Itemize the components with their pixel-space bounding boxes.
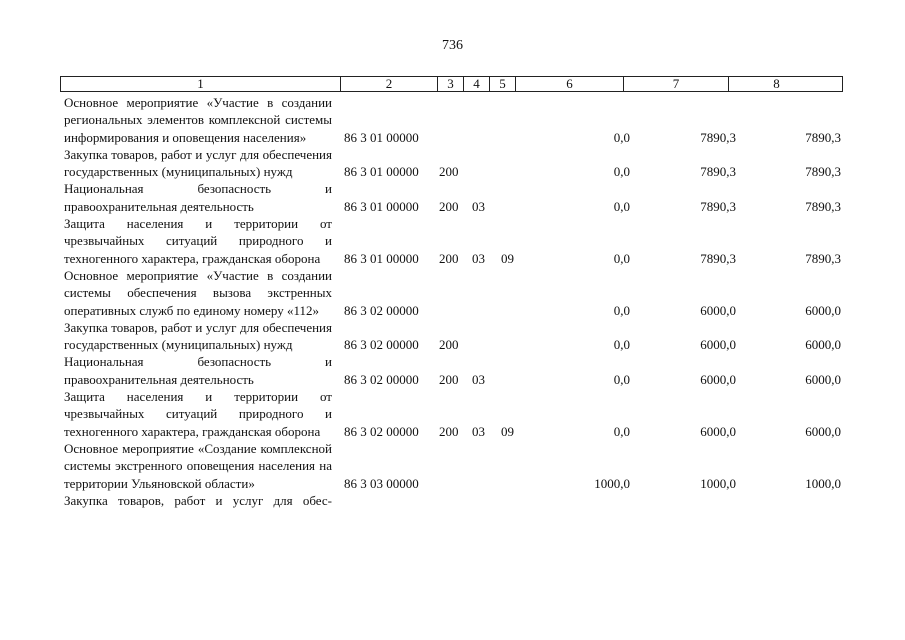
row-value-col7: 7890,3 [700, 129, 736, 145]
row-code: 86 3 01 00000 [344, 129, 419, 145]
row-description: Национальная безопасность и правоохранительная деятельность [64, 181, 332, 214]
table-row [64, 353, 854, 388]
table-row [64, 440, 854, 492]
table-row-partial [64, 492, 854, 509]
column-header-3: 3 [438, 77, 464, 91]
row-section: 03 [472, 199, 485, 215]
row-value-col8: 7890,3 [805, 164, 841, 180]
row-value-col8: 7890,3 [805, 250, 841, 266]
column-header-4: 4 [464, 77, 490, 91]
table-row [64, 319, 854, 354]
column-header-1: 1 [61, 77, 341, 91]
row-value-col6: 0,0 [613, 372, 630, 388]
row-value-col7: 7890,3 [700, 164, 736, 180]
row-expense-type: 200 [439, 250, 459, 266]
row-description: Закупка товаров, работ и услуг для обес- [64, 492, 332, 508]
row-expense-type: 200 [439, 199, 459, 215]
row-value-col6: 0,0 [613, 302, 630, 318]
table-row [64, 146, 854, 181]
row-value-col7: 7890,3 [700, 199, 736, 215]
row-section: 03 [472, 372, 485, 388]
row-description: Защита населения и территории от чрезвычайных ситуаций природного и техногенного характера, гражданская оборона [64, 216, 332, 266]
row-value-col7: 6000,0 [700, 302, 736, 318]
table-row [64, 388, 854, 440]
row-section: 03 [472, 423, 485, 439]
row-value-col8: 6000,0 [805, 302, 841, 318]
row-code: 86 3 02 00000 [344, 423, 419, 439]
row-code: 86 3 03 00000 [344, 475, 419, 491]
column-header-8: 8 [773, 76, 780, 91]
row-value-col8: 6000,0 [805, 423, 841, 439]
row-value-col7: 6000,0 [700, 337, 736, 353]
row-value-col6: 0,0 [613, 199, 630, 215]
table-body [64, 94, 854, 509]
column-header-7: 7 [624, 77, 729, 91]
row-value-col6: 0,0 [613, 129, 630, 145]
row-value-col8: 7890,3 [805, 199, 841, 215]
row-value-col8: 7890,3 [805, 129, 841, 145]
row-value-col6: 1000,0 [594, 475, 630, 491]
row-description: Закупка товаров, работ и услуг для обеспечения государственных (муниципальных) нужд [64, 146, 332, 180]
table-row [64, 180, 854, 215]
row-value-col7: 1000,0 [700, 475, 736, 491]
row-value-col6: 0,0 [613, 423, 630, 439]
row-value-col7: 6000,0 [700, 372, 736, 388]
row-code: 86 3 01 00000 [344, 164, 419, 180]
row-code: 86 3 02 00000 [344, 337, 419, 353]
row-value-col8: 6000,0 [805, 337, 841, 353]
row-subsection: 09 [501, 423, 514, 439]
table-row [64, 267, 854, 319]
row-code: 86 3 01 00000 [344, 250, 419, 266]
row-code: 86 3 02 00000 [344, 372, 419, 388]
row-value-col7: 6000,0 [700, 423, 736, 439]
page-number: 736 [442, 38, 463, 53]
row-value-col6: 0,0 [613, 250, 630, 266]
row-description: Национальная безопасность и правоохранительная деятельность [64, 354, 332, 387]
row-value-col6: 0,0 [613, 164, 630, 180]
row-code: 86 3 02 00000 [344, 302, 419, 318]
row-value-col6: 0,0 [613, 337, 630, 353]
table-row [64, 94, 854, 146]
table-header [60, 76, 843, 92]
row-expense-type: 200 [439, 372, 459, 388]
row-expense-type: 200 [439, 337, 459, 353]
table-row [64, 215, 854, 267]
row-code: 86 3 01 00000 [344, 199, 419, 215]
row-value-col8: 1000,0 [805, 475, 841, 491]
row-expense-type: 200 [439, 423, 459, 439]
row-section: 03 [472, 250, 485, 266]
row-value-col8: 6000,0 [805, 372, 841, 388]
column-header-5: 5 [490, 77, 516, 91]
row-description: Защита населения и территории от чрезвычайных ситуаций природного и техногенного характера, гражданская оборона [64, 389, 332, 439]
column-header-6: 6 [516, 77, 624, 91]
column-header-2: 2 [341, 77, 438, 91]
row-expense-type: 200 [439, 164, 459, 180]
row-description: Основное мероприятие «Участие в создании региональных элементов комплексной системы информирования и оповещения населения» [64, 95, 332, 145]
row-description: Основное мероприятие «Создание комплексной системы экстренного оповещения населения на территории Ульяновской области» [64, 440, 332, 491]
row-subsection: 09 [501, 250, 514, 266]
row-description: Закупка товаров, работ и услуг для обеспечения государственных (муниципальных) нужд [64, 319, 332, 353]
row-description: Основное мероприятие «Участие в создании системы обеспечения вызова экстренных оперативных служб по единому номеру «112» [64, 267, 332, 318]
row-value-col7: 7890,3 [700, 250, 736, 266]
